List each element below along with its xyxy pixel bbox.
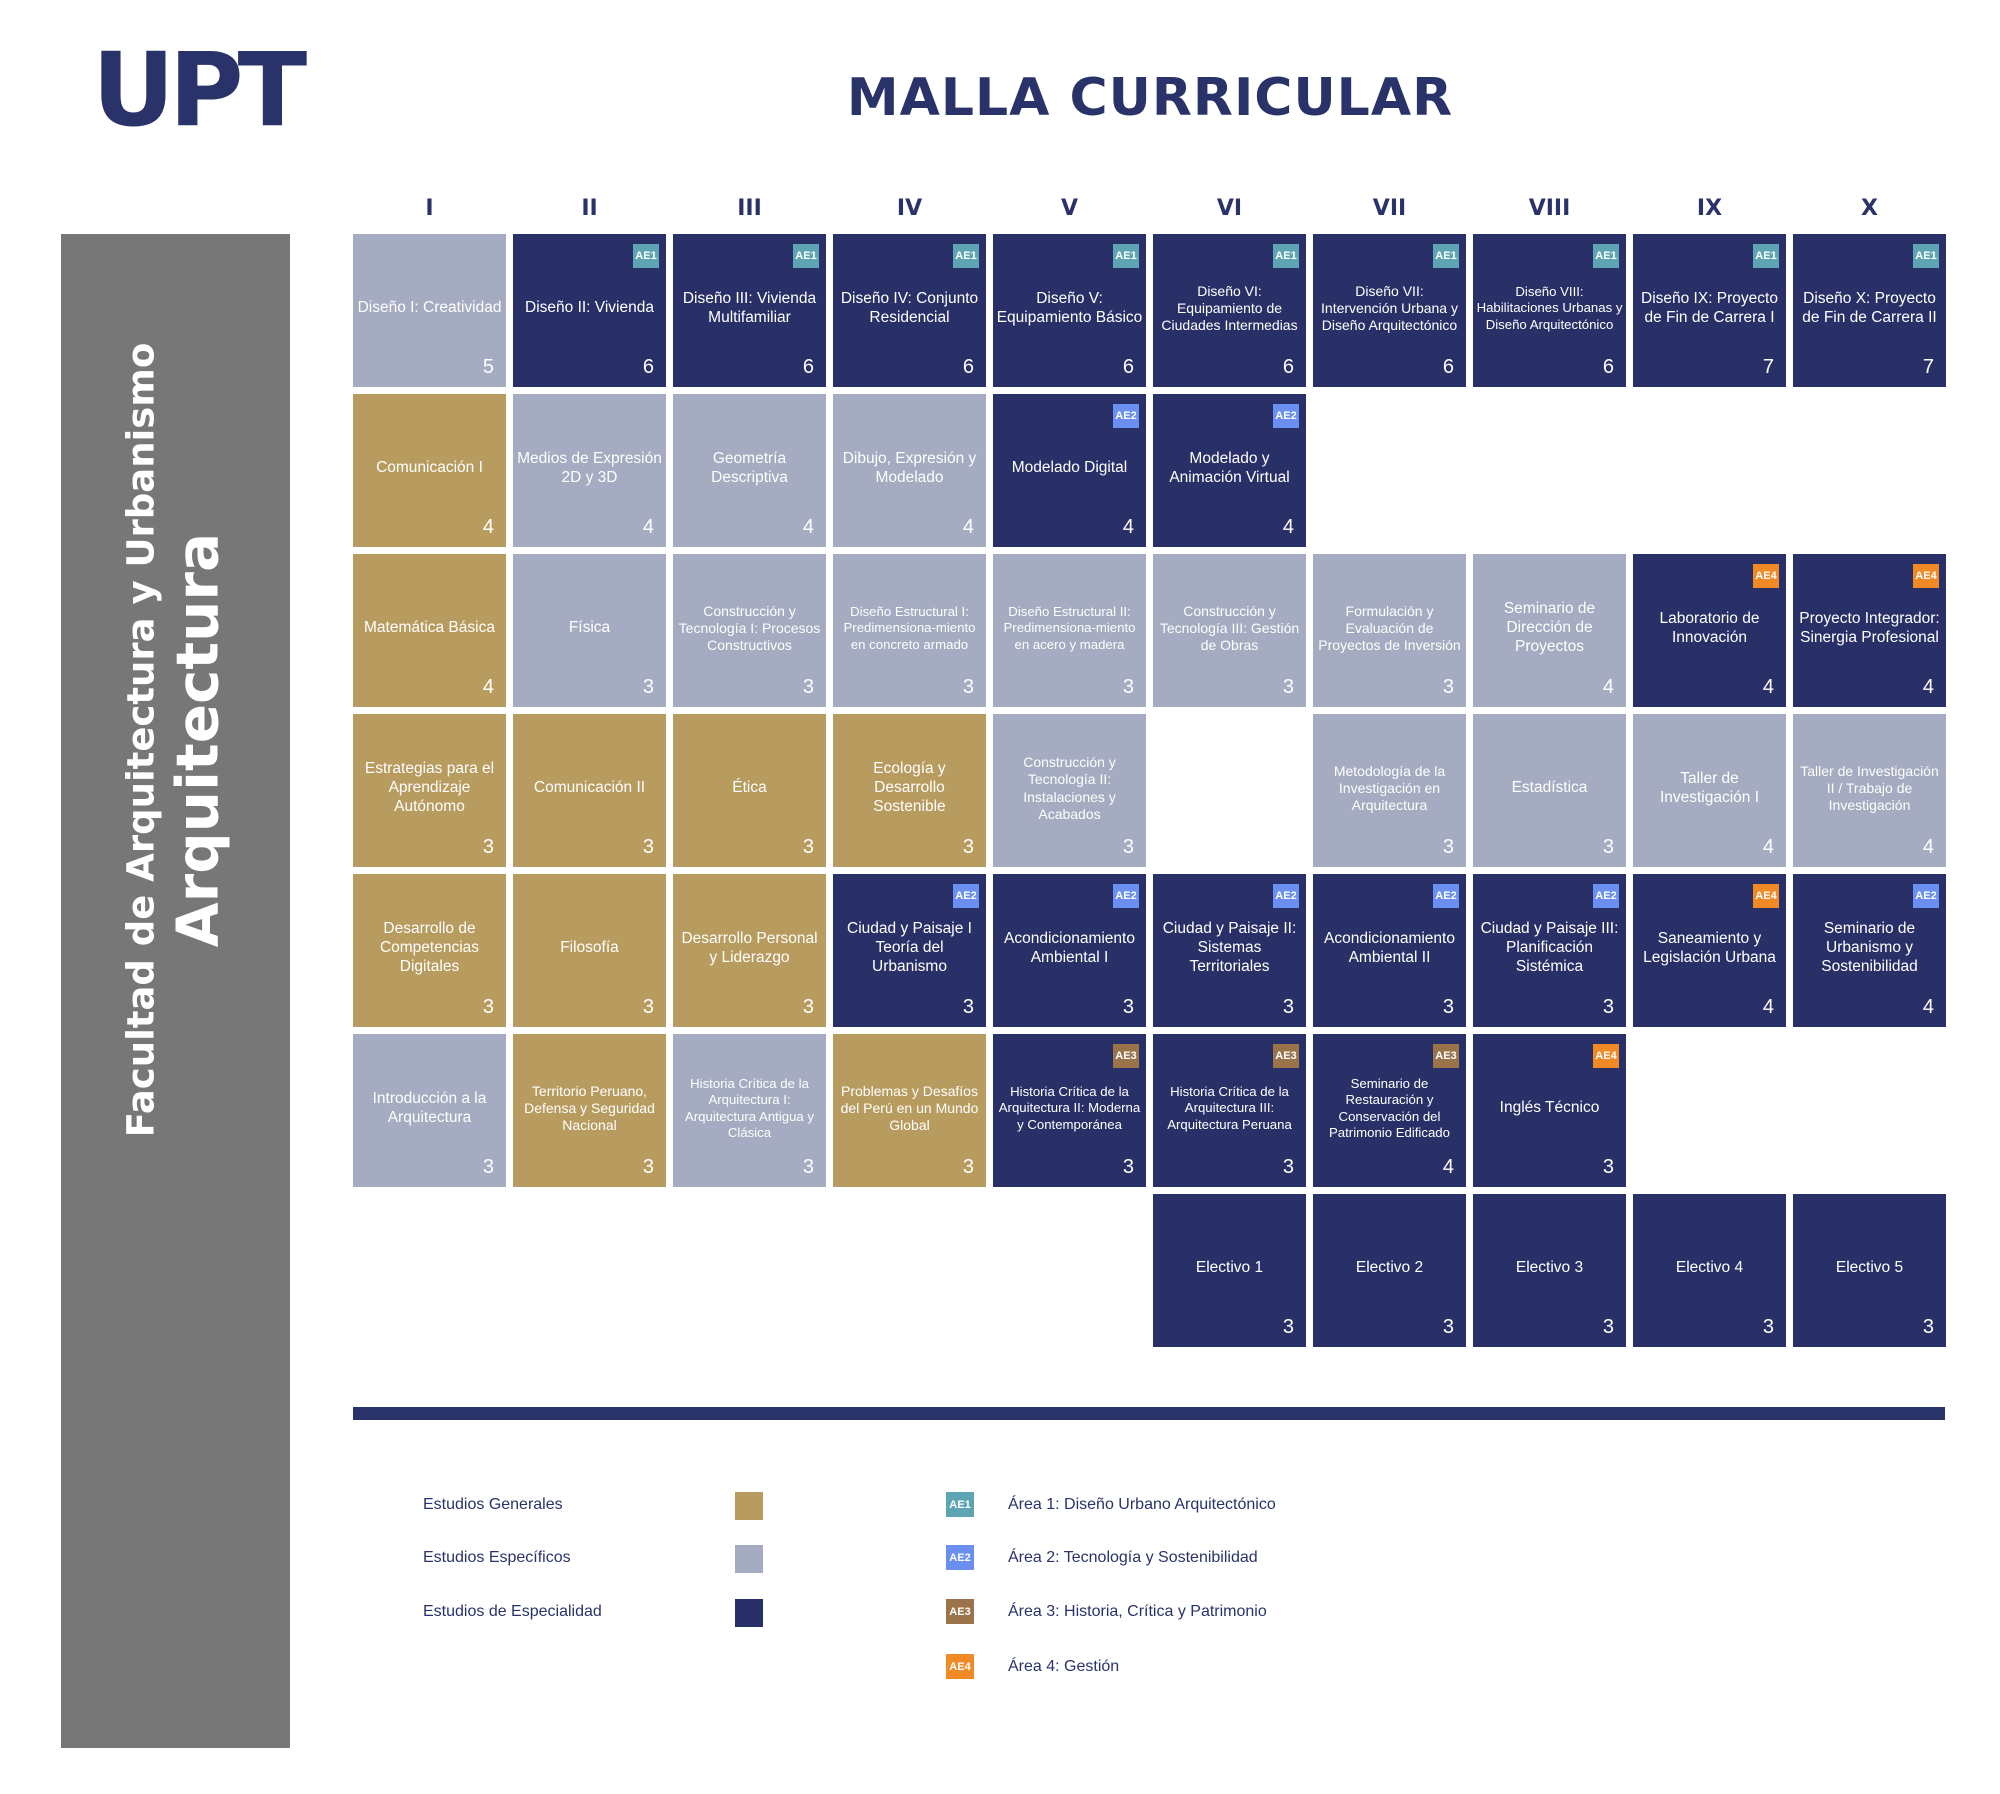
course-credits: 3 [1442, 676, 1454, 698]
course-credits: 7 [1762, 356, 1774, 378]
course-cell [673, 234, 826, 387]
legend-generales-swatch [735, 1492, 763, 1520]
area-badge: AE2 [1593, 884, 1619, 908]
area-badge: AE1 [793, 244, 819, 268]
course-credits: 3 [802, 676, 814, 698]
course-cell [993, 234, 1146, 387]
course-credits: 4 [1122, 516, 1134, 538]
course-cell [353, 234, 506, 387]
area-badge: AE3 [1113, 1044, 1139, 1068]
course-credits: 6 [802, 356, 814, 378]
course-name: Comunicación II [533, 779, 646, 797]
semester-header-6: VI [1216, 196, 1243, 221]
course-credits: 5 [482, 356, 494, 378]
course-name: Historia Crítica de la Arquitectura I: Arquitectura Antigua y Clásica [684, 1076, 815, 1140]
course-cell [513, 714, 666, 867]
legend-generales-label: Estudios Generales [423, 1496, 563, 1513]
course-cell [1313, 554, 1466, 707]
course-name: Electivo 5 [1835, 1259, 1904, 1277]
course-cell [1473, 874, 1626, 1027]
course-credits: 3 [1442, 996, 1454, 1018]
area-badge: AE4 [1753, 884, 1779, 908]
course-name: Dibujo, Expresión y Modelado [842, 449, 977, 486]
course-name: Electivo 1 [1195, 1259, 1264, 1277]
course-cell [993, 874, 1146, 1027]
semester-header-4: IV [896, 196, 923, 221]
area-badge: AE1 [1913, 244, 1939, 268]
course-name: Modelado y Animación Virtual [1169, 449, 1290, 486]
course-cell [353, 874, 506, 1027]
course-name: Estadística [1511, 779, 1588, 797]
course-cell [993, 1034, 1146, 1187]
course-name: Geometría Descriptiva [711, 449, 788, 486]
course-cell [1793, 874, 1946, 1027]
course-name: Medios de Expresión 2D y 3D [517, 449, 662, 486]
course-name: Introducción a la Arquitectura [372, 1089, 487, 1126]
course-cell [833, 234, 986, 387]
course-credits: 6 [1282, 356, 1294, 378]
course-credits: 3 [1122, 1156, 1134, 1178]
course-credits: 3 [1122, 996, 1134, 1018]
area-badge: AE2 [1913, 884, 1939, 908]
course-cell [353, 554, 506, 707]
course-name: Formulación y Evaluación de Proyectos de Inversión [1318, 602, 1461, 654]
course-name: Metodología de la Investigación en Arquitectura [1333, 762, 1446, 814]
course-cell [353, 714, 506, 867]
course-name: Ciudad y Paisaje I Teoría del Urbanismo [847, 920, 972, 975]
course-credits: 4 [1922, 836, 1934, 858]
course-name: Seminario de Restauración y Conservación del Patrimonio Edificado [1329, 1076, 1450, 1140]
area-badge: AE1 [1593, 244, 1619, 268]
course-credits: 3 [962, 676, 974, 698]
course-name: Seminario de Dirección de Proyectos [1503, 600, 1596, 655]
course-credits: 4 [1762, 676, 1774, 698]
course-credits: 6 [1122, 356, 1134, 378]
course-cell [1313, 714, 1466, 867]
semester-header-3: III [737, 196, 762, 221]
course-cell [1473, 714, 1626, 867]
course-credits: 3 [1282, 676, 1294, 698]
course-cell [993, 394, 1146, 547]
course-name: Diseño VI: Equipamiento de Ciudades Intermedias [1161, 282, 1298, 334]
course-cell [513, 394, 666, 547]
semester-header-10: X [1861, 196, 1878, 221]
course-name: Diseño VIII: Habilitaciones Urbanas y Diseño Arquitectónico [1476, 284, 1623, 332]
area-badge: AE4 [1593, 1044, 1619, 1068]
course-name: Física [568, 619, 611, 637]
course-credits: 4 [1922, 676, 1934, 698]
course-name: Proyecto Integrador: Sinergia Profesional [1799, 609, 1940, 646]
course-name: Construcción y Tecnología II: Instalaciones y Acabados [1023, 754, 1116, 822]
legend-ae4-badge: AE4 [946, 1654, 974, 1679]
course-name: Modelado Digital [1011, 459, 1128, 477]
area-badge: AE1 [1753, 244, 1779, 268]
course-name: Acondicionamiento Ambiental I [1004, 929, 1135, 966]
course-name: Ciudad y Paisaje II: Sistemas Territoriales [1162, 920, 1297, 975]
area-badge: AE2 [1433, 884, 1459, 908]
course-name: Matemática Básica [364, 619, 495, 637]
semester-header-7: VII [1372, 196, 1407, 221]
course-cell [1473, 1034, 1626, 1187]
course-cell [1313, 1034, 1466, 1187]
course-credits: 4 [482, 676, 494, 698]
course-cell [1473, 1194, 1626, 1347]
course-cell [1633, 714, 1786, 867]
course-name: Historia Crítica de la Arquitectura II: Moderna y Contemporánea [998, 1084, 1141, 1132]
area-badge: AE2 [1113, 884, 1139, 908]
course-credits: 3 [802, 996, 814, 1018]
semester-header-8: VIII [1528, 196, 1571, 221]
course-name: Ciudad y Paisaje III: Planificación Sistémica [1480, 920, 1619, 975]
legend-ae4-label: Área 4: Gestión [1008, 1658, 1120, 1675]
course-name: Diseño V: Equipamiento Básico [996, 289, 1143, 326]
course-cell [833, 874, 986, 1027]
course-credits: 3 [962, 1156, 974, 1178]
course-credits: 3 [1282, 1156, 1294, 1178]
course-cell [1153, 874, 1306, 1027]
course-credits: 3 [482, 1156, 494, 1178]
course-name: Construcción y Tecnología III: Gestión de Obras [1159, 602, 1300, 654]
legend-ae1-label: Área 1: Diseño Urbano Arquitectónico [1008, 1496, 1276, 1513]
course-name: Inglés Técnico [1499, 1099, 1600, 1117]
course-name: Problemas y Desafíos del Perú en un Mundo Global [840, 1082, 979, 1134]
course-cell [1313, 1194, 1466, 1347]
course-credits: 6 [1602, 356, 1614, 378]
course-cell [1473, 554, 1626, 707]
course-credits: 6 [1442, 356, 1454, 378]
course-cell [1793, 714, 1946, 867]
course-credits: 3 [1922, 1316, 1934, 1338]
course-cell [1313, 874, 1466, 1027]
course-cell [1793, 234, 1946, 387]
legend-ae3-label: Área 3: Historia, Crítica y Patrimonio [1008, 1603, 1267, 1620]
course-credits: 3 [642, 1156, 654, 1178]
area-badge: AE2 [1273, 404, 1299, 428]
course-name: Taller de Investigación I [1659, 769, 1760, 806]
course-credits: 4 [962, 516, 974, 538]
course-cell [673, 1034, 826, 1187]
course-credits: 4 [1762, 996, 1774, 1018]
course-cell [833, 554, 986, 707]
divider-bar [353, 1407, 1945, 1420]
course-cell [833, 714, 986, 867]
course-cell [833, 394, 986, 547]
legend-especificos-swatch [735, 1545, 763, 1573]
page-title: MALLA CURRICULAR [846, 68, 1454, 128]
course-name: Diseño II: Vivienda [525, 299, 654, 317]
course-cell [833, 1034, 986, 1187]
course-name: Desarrollo de Competencias Digitales [379, 920, 480, 975]
course-credits: 3 [1282, 1316, 1294, 1338]
legend-ae2-label: Área 2: Tecnología y Sostenibilidad [1008, 1549, 1258, 1566]
course-name: Estrategias para el Aprendizaje Autónomo [364, 760, 495, 815]
area-badge: AE2 [1273, 884, 1299, 908]
course-name: Taller de Investigación II / Trabajo de Investigación [1800, 762, 1939, 814]
course-credits: 4 [802, 516, 814, 538]
course-name: Diseño Estructural I: Predimensiona-miento en concreto armado [843, 604, 976, 652]
area-badge: AE2 [953, 884, 979, 908]
course-credits: 7 [1922, 356, 1934, 378]
area-badge: AE1 [953, 244, 979, 268]
course-credits: 3 [1282, 996, 1294, 1018]
course-name: Diseño IV: Conjunto Residencial [840, 289, 979, 326]
course-name: Diseño X: Proyecto de Fin de Carrera II [1802, 289, 1937, 326]
course-cell [673, 554, 826, 707]
upt-logo: UPT [92, 31, 302, 150]
course-cell [673, 394, 826, 547]
legend-especificos-label: Estudios Específicos [423, 1549, 571, 1566]
course-name: Electivo 3 [1515, 1259, 1584, 1277]
legend-especialidad-swatch [735, 1599, 763, 1627]
course-cell [1153, 1194, 1306, 1347]
course-credits: 3 [1602, 1316, 1614, 1338]
course-cell [1313, 234, 1466, 387]
legend-especialidad-label: Estudios de Especialidad [423, 1603, 602, 1620]
course-credits: 3 [1122, 676, 1134, 698]
course-credits: 3 [642, 676, 654, 698]
course-name: Comunicación I [376, 459, 483, 477]
legend-ae3-badge: AE3 [946, 1599, 974, 1624]
course-cell [1153, 554, 1306, 707]
course-name: Diseño III: Vivienda Multifamiliar [682, 289, 817, 326]
area-badge: AE3 [1273, 1044, 1299, 1068]
course-name: Saneamiento y Legislación Urbana [1643, 929, 1776, 966]
course-credits: 6 [642, 356, 654, 378]
course-credits: 3 [962, 836, 974, 858]
course-cell [513, 874, 666, 1027]
course-name: Seminario de Urbanismo y Sostenibilidad [1821, 920, 1918, 975]
course-cell [1633, 1194, 1786, 1347]
course-name: Territorio Peruano, Defensa y Seguridad Nacional [524, 1082, 655, 1134]
course-credits: 4 [482, 516, 494, 538]
course-credits: 3 [1602, 996, 1614, 1018]
course-credits: 4 [1922, 996, 1934, 1018]
course-name: Filosofía [560, 939, 619, 957]
course-credits: 3 [1762, 1316, 1774, 1338]
course-credits: 3 [962, 996, 974, 1018]
area-badge: AE3 [1433, 1044, 1459, 1068]
career-name: Arquitectura [163, 532, 232, 948]
course-cell [353, 1034, 506, 1187]
course-credits: 4 [642, 516, 654, 538]
course-cell [513, 554, 666, 707]
course-credits: 4 [1602, 676, 1614, 698]
course-cell [353, 394, 506, 547]
course-credits: 4 [1442, 1156, 1454, 1178]
area-badge: AE1 [1433, 244, 1459, 268]
semester-header-5: V [1060, 196, 1079, 221]
area-badge: AE1 [1273, 244, 1299, 268]
course-cell [1633, 874, 1786, 1027]
area-badge: AE4 [1753, 564, 1779, 588]
semester-header-1: I [425, 196, 434, 221]
course-name: Diseño VII: Intervención Urbana y Diseño Arquitectónico [1321, 282, 1458, 334]
course-cell [513, 234, 666, 387]
course-credits: 3 [1122, 836, 1134, 858]
course-cell [513, 1034, 666, 1187]
course-cell [993, 554, 1146, 707]
course-cell [993, 714, 1146, 867]
course-name: Ética [732, 779, 767, 797]
course-credits: 4 [1282, 516, 1294, 538]
course-name: Desarrollo Personal y Liderazgo [681, 929, 818, 966]
course-cell [1793, 1194, 1946, 1347]
course-credits: 3 [1442, 836, 1454, 858]
course-name: Electivo 2 [1355, 1259, 1424, 1277]
course-cell [1153, 234, 1306, 387]
course-cell [1473, 234, 1626, 387]
course-name: Laboratorio de Innovación [1659, 609, 1760, 646]
semester-header-2: II [581, 196, 598, 221]
area-badge: AE4 [1913, 564, 1939, 588]
course-credits: 3 [1602, 836, 1614, 858]
course-cell [1633, 234, 1786, 387]
course-name: Ecología y Desarrollo Sostenible [873, 760, 946, 815]
area-badge: AE1 [1113, 244, 1139, 268]
course-name: Electivo 4 [1675, 1259, 1744, 1277]
course-credits: 3 [482, 836, 494, 858]
legend-ae2-badge: AE2 [946, 1545, 974, 1570]
area-badge: AE1 [633, 244, 659, 268]
course-cell [1153, 394, 1306, 547]
course-name: Acondicionamiento Ambiental II [1324, 929, 1455, 966]
legend-ae1-badge: AE1 [946, 1492, 974, 1517]
course-cell [1793, 554, 1946, 707]
course-credits: 3 [642, 836, 654, 858]
course-name: Diseño I: Creatividad [357, 299, 502, 317]
course-name: Diseño IX: Proyecto de Fin de Carrera I [1641, 289, 1778, 326]
semester-header-9: IX [1696, 196, 1723, 221]
area-badge: AE2 [1113, 404, 1139, 428]
course-credits: 3 [802, 836, 814, 858]
course-cell [1633, 554, 1786, 707]
faculty-name: Facultad de Arquitectura y Urbanismo [119, 342, 163, 1138]
course-credits: 3 [1442, 1316, 1454, 1338]
course-credits: 4 [1762, 836, 1774, 858]
course-credits: 3 [642, 996, 654, 1018]
course-credits: 3 [482, 996, 494, 1018]
course-cell [673, 714, 826, 867]
course-credits: 6 [962, 356, 974, 378]
course-credits: 3 [1602, 1156, 1614, 1178]
course-cell [1153, 1034, 1306, 1187]
course-cell [673, 874, 826, 1027]
course-name: Construcción y Tecnología I: Procesos Constructivos [678, 602, 821, 654]
course-name: Historia Crítica de la Arquitectura III: Arquitectura Peruana [1167, 1084, 1292, 1132]
course-name: Diseño Estructural II: Predimensiona-miento en acero y madera [1003, 604, 1136, 652]
course-credits: 3 [802, 1156, 814, 1178]
